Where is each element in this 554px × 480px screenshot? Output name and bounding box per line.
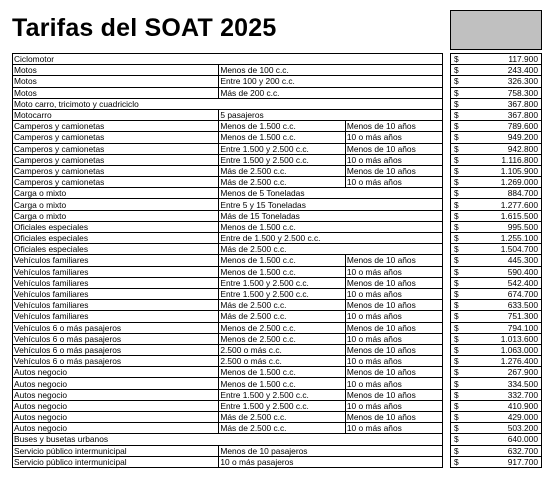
- price-cell: [451, 434, 542, 445]
- vehicle-category: Carga o mixto: [13, 210, 219, 221]
- price-value: 1.013.600: [500, 333, 538, 344]
- table-row: [13, 311, 443, 322]
- vehicle-subcategory: Entre 1.500 y 2.500 c.c.: [219, 288, 345, 299]
- vehicle-age: 10 o más años: [345, 378, 442, 389]
- price-value: 1.063.000: [500, 344, 538, 355]
- price-cell: [451, 188, 542, 199]
- vehicle-category: Buses y busetas urbanos: [13, 434, 443, 445]
- price-value: 632.700: [507, 445, 538, 456]
- vehicle-subcategory: Más de 2.500 c.c.: [219, 177, 345, 188]
- vehicle-category: Vehículos familiares: [13, 277, 219, 288]
- table-row: [13, 255, 443, 266]
- price-row: [451, 199, 542, 210]
- vehicle-category: Motos: [13, 87, 219, 98]
- vehicle-subcategory: Menos de 1.500 c.c.: [219, 221, 443, 232]
- currency-symbol: $: [454, 378, 459, 389]
- currency-symbol: $: [454, 456, 459, 467]
- price-cell: [451, 165, 542, 176]
- price-value: 1.277.600: [500, 199, 538, 210]
- table-row: [13, 356, 443, 367]
- price-cell: [451, 233, 542, 244]
- price-cell: [451, 76, 542, 87]
- price-row: [451, 400, 542, 411]
- price-cell: [451, 109, 542, 120]
- currency-symbol: $: [454, 221, 459, 232]
- price-row: [451, 143, 542, 154]
- price-value: 590.400: [507, 266, 538, 277]
- vehicle-age: 10 o más años: [345, 333, 442, 344]
- price-value: 332.700: [507, 389, 538, 400]
- table-row: [13, 109, 443, 120]
- currency-symbol: $: [454, 344, 459, 355]
- vehicle-category: Oficiales especiales: [13, 244, 219, 255]
- price-row: [451, 221, 542, 232]
- currency-symbol: $: [454, 154, 459, 165]
- vehicle-age: Menos de 10 años: [345, 277, 442, 288]
- tariff-table: [12, 53, 443, 468]
- price-row: [451, 266, 542, 277]
- vehicle-subcategory: Menos de 1.500 c.c.: [219, 378, 345, 389]
- table-row: [13, 121, 443, 132]
- price-row: [451, 445, 542, 456]
- table-row: [13, 378, 443, 389]
- price-row: [451, 255, 542, 266]
- currency-symbol: $: [454, 412, 459, 423]
- price-value: 1.269.000: [500, 177, 538, 188]
- table-row: [13, 143, 443, 154]
- price-cell: [451, 154, 542, 165]
- vehicle-category: Carga o mixto: [13, 188, 219, 199]
- price-cell: [451, 87, 542, 98]
- table-row: [13, 233, 443, 244]
- price-value: 1.276.400: [500, 356, 538, 367]
- price-row: [451, 434, 542, 445]
- price-value: 503.200: [507, 423, 538, 434]
- vehicle-category: Camperos y camionetas: [13, 177, 219, 188]
- vehicle-age: 10 o más años: [345, 177, 442, 188]
- price-cell: [451, 456, 542, 467]
- table-row: [13, 244, 443, 255]
- vehicle-category: Camperos y camionetas: [13, 143, 219, 154]
- table-row: [13, 76, 443, 87]
- vehicle-subcategory: Menos de 2.500 c.c.: [219, 333, 345, 344]
- currency-symbol: $: [454, 389, 459, 400]
- currency-symbol: $: [454, 356, 459, 367]
- vehicle-age: 10 o más años: [345, 423, 442, 434]
- vehicle-subcategory: Menos de 1.500 c.c.: [219, 367, 345, 378]
- table-row: [13, 445, 443, 456]
- price-row: [451, 367, 542, 378]
- vehicle-category: Camperos y camionetas: [13, 132, 219, 143]
- currency-symbol: $: [454, 199, 459, 210]
- price-value: 942.800: [507, 143, 538, 154]
- price-value: 267.900: [507, 367, 538, 378]
- price-value: 674.700: [507, 289, 538, 300]
- vehicle-category: Camperos y camionetas: [13, 165, 219, 176]
- vehicle-category: Vehículos 6 o más pasajeros: [13, 344, 219, 355]
- currency-symbol: $: [454, 434, 459, 445]
- currency-symbol: $: [454, 311, 459, 322]
- price-value: 429.000: [507, 412, 538, 423]
- price-value: 884.700: [507, 188, 538, 199]
- vehicle-subcategory: Entre 1.500 y 2.500 c.c.: [219, 389, 345, 400]
- vehicle-subcategory: Menos de 1.500 c.c.: [219, 255, 345, 266]
- vehicle-subcategory: Entre 100 y 200 c.c.: [219, 76, 443, 87]
- price-row: [451, 210, 542, 221]
- currency-symbol: $: [454, 87, 459, 98]
- vehicle-age: 10 o más años: [345, 311, 442, 322]
- currency-symbol: $: [454, 65, 459, 76]
- table-row: [13, 199, 443, 210]
- price-cell: [451, 132, 542, 143]
- currency-symbol: $: [454, 165, 459, 176]
- vehicle-subcategory: Más de 2.500 c.c.: [219, 423, 345, 434]
- price-value: 367.800: [507, 110, 538, 121]
- vehicle-age: Menos de 10 años: [345, 367, 442, 378]
- vehicle-age: Menos de 10 años: [345, 322, 442, 333]
- table-row: [13, 132, 443, 143]
- vehicle-age: Menos de 10 años: [345, 412, 442, 423]
- vehicle-age: 10 o más años: [345, 154, 442, 165]
- currency-symbol: $: [454, 289, 459, 300]
- price-cell: [451, 277, 542, 288]
- price-value: 789.600: [507, 121, 538, 132]
- vehicle-category: Vehículos familiares: [13, 255, 219, 266]
- price-cell: [451, 344, 542, 355]
- table-row: [13, 333, 443, 344]
- table-row: [13, 221, 443, 232]
- vehicle-category: Autos negocio: [13, 389, 219, 400]
- table-row: [13, 456, 443, 467]
- vehicle-category: Motos: [13, 76, 219, 87]
- price-cell: [451, 221, 542, 232]
- vehicle-age: 10 o más años: [345, 266, 442, 277]
- vehicle-subcategory: Menos de 1.500 c.c.: [219, 132, 345, 143]
- price-value: 751.300: [507, 311, 538, 322]
- currency-symbol: $: [454, 143, 459, 154]
- vehicle-subcategory: Entre 5 y 15 Toneladas: [219, 199, 443, 210]
- table-row: [13, 288, 443, 299]
- table-row: [13, 344, 443, 355]
- table-row: [13, 423, 443, 434]
- price-value: 542.400: [507, 277, 538, 288]
- price-value: 794.100: [507, 322, 538, 333]
- price-cell: [451, 177, 542, 188]
- vehicle-category: Ciclomotor: [13, 54, 443, 65]
- price-row: [451, 177, 542, 188]
- price-cell: [451, 244, 542, 255]
- price-table: [450, 53, 542, 468]
- price-row: [451, 378, 542, 389]
- price-row: [451, 322, 542, 333]
- vehicle-subcategory: Más de 2.500 c.c.: [219, 311, 345, 322]
- price-value: 1.615.500: [500, 210, 538, 221]
- price-cell: [451, 121, 542, 132]
- vehicle-category: Vehículos 6 o más pasajeros: [13, 356, 219, 367]
- table-row: [13, 165, 443, 176]
- price-row: [451, 311, 542, 322]
- price-value: 410.900: [507, 400, 538, 411]
- vehicle-category: Vehículos familiares: [13, 288, 219, 299]
- price-row: [451, 154, 542, 165]
- price-row: [451, 87, 542, 98]
- price-value: 367.800: [507, 98, 538, 109]
- price-value: 117.900: [508, 54, 538, 65]
- price-cell: [451, 412, 542, 423]
- vehicle-subcategory: Menos de 1.500 c.c.: [219, 266, 345, 277]
- vehicle-age: Menos de 10 años: [345, 165, 442, 176]
- price-row: [451, 288, 542, 299]
- table-row: [13, 277, 443, 288]
- price-row: [451, 121, 542, 132]
- vehicle-age: 10 o más años: [345, 356, 442, 367]
- currency-symbol: $: [454, 76, 459, 87]
- price-value: 995.500: [507, 221, 538, 232]
- vehicle-subcategory: Más de 200 c.c.: [219, 87, 443, 98]
- vehicle-category: Autos negocio: [13, 367, 219, 378]
- price-value: 1.116.800: [501, 154, 538, 165]
- currency-symbol: $: [454, 300, 459, 311]
- vehicle-subcategory: Menos de 5 Toneladas: [219, 188, 443, 199]
- vehicle-category: Carga o mixto: [13, 199, 219, 210]
- price-row: [451, 188, 542, 199]
- price-cell: [451, 288, 542, 299]
- vehicle-subcategory: Entre 1.500 y 2.500 c.c.: [219, 154, 345, 165]
- table-row: [13, 65, 443, 76]
- vehicle-category: Camperos y camionetas: [13, 121, 219, 132]
- vehicle-subcategory: Más de 2.500 c.c.: [219, 300, 345, 311]
- vehicle-category: Camperos y camionetas: [13, 154, 219, 165]
- currency-symbol: $: [454, 177, 459, 188]
- currency-symbol: $: [454, 210, 459, 221]
- price-cell: [451, 300, 542, 311]
- vehicle-age: 10 o más años: [345, 132, 442, 143]
- vehicle-category: Autos negocio: [13, 400, 219, 411]
- price-value: 326.300: [507, 76, 538, 87]
- price-cell: [451, 333, 542, 344]
- price-value: 1.255.100: [500, 233, 538, 244]
- price-row: [451, 54, 542, 65]
- price-cell: [451, 356, 542, 367]
- vehicle-subcategory: Entre 1.500 y 2.500 c.c.: [219, 143, 345, 154]
- vehicle-subcategory: Entre 1.500 y 2.500 c.c.: [219, 400, 345, 411]
- currency-symbol: $: [454, 233, 459, 244]
- price-value: 1.504.700: [500, 244, 538, 255]
- price-cell: [451, 400, 542, 411]
- vehicle-subcategory: Más de 2.500 c.c.: [219, 244, 443, 255]
- vehicle-subcategory: 5 pasajeros: [219, 109, 443, 120]
- price-value: 243.400: [507, 65, 538, 76]
- header-gray-box: [450, 10, 542, 50]
- currency-symbol: $: [454, 266, 459, 277]
- table-row: [13, 266, 443, 277]
- vehicle-subcategory: Menos de 1.500 c.c.: [219, 121, 345, 132]
- table-row: [13, 87, 443, 98]
- vehicle-subcategory: 10 o más pasajeros: [219, 456, 443, 467]
- price-value: 917.700: [507, 456, 538, 467]
- page-title: Tarifas del SOAT 2025: [12, 14, 277, 42]
- currency-symbol: $: [454, 367, 459, 378]
- price-cell: [451, 311, 542, 322]
- price-value: 334.500: [507, 378, 538, 389]
- vehicle-subcategory: 2.500 o más c.c.: [219, 356, 345, 367]
- price-row: [451, 333, 542, 344]
- price-row: [451, 277, 542, 288]
- price-row: [451, 165, 542, 176]
- vehicle-category: Moto carro, tricimoto y cuadriciclo: [13, 98, 443, 109]
- vehicle-age: 10 o más años: [345, 400, 442, 411]
- price-value: 640.000: [507, 434, 538, 445]
- price-row: [451, 300, 542, 311]
- price-row: [451, 109, 542, 120]
- price-cell: [451, 199, 542, 210]
- currency-symbol: $: [454, 322, 459, 333]
- vehicle-category: Oficiales especiales: [13, 221, 219, 232]
- price-cell: [451, 445, 542, 456]
- currency-symbol: $: [454, 423, 459, 434]
- price-cell: [451, 378, 542, 389]
- table-row: [13, 434, 443, 445]
- currency-symbol: $: [454, 121, 459, 132]
- price-value: 758.300: [507, 87, 538, 98]
- currency-symbol: $: [454, 445, 459, 456]
- vehicle-category: Autos negocio: [13, 423, 219, 434]
- vehicle-subcategory: Entre 1.500 y 2.500 c.c.: [219, 277, 345, 288]
- vehicle-age: Menos de 10 años: [345, 121, 442, 132]
- vehicle-age: Menos de 10 años: [345, 389, 442, 400]
- table-row: [13, 300, 443, 311]
- currency-symbol: $: [454, 110, 459, 121]
- currency-symbol: $: [454, 400, 459, 411]
- price-cell: [451, 322, 542, 333]
- price-value: 1.105.900: [500, 165, 538, 176]
- vehicle-subcategory: Más de 2.500 c.c.: [219, 165, 345, 176]
- table-row: [13, 322, 443, 333]
- currency-symbol: $: [454, 333, 459, 344]
- table-row: [13, 400, 443, 411]
- price-row: [451, 456, 542, 467]
- currency-symbol: $: [454, 255, 459, 266]
- price-value: 445.300: [507, 255, 538, 266]
- vehicle-category: Autos negocio: [13, 378, 219, 389]
- vehicle-category: Vehículos familiares: [13, 266, 219, 277]
- currency-symbol: $: [454, 277, 459, 288]
- table-row: [13, 98, 443, 109]
- vehicle-age: Menos de 10 años: [345, 255, 442, 266]
- currency-symbol: $: [454, 98, 459, 109]
- vehicle-category: Servicio público intermunicipal: [13, 456, 219, 467]
- currency-symbol: $: [454, 132, 459, 143]
- vehicle-category: Motocarro: [13, 109, 219, 120]
- currency-symbol: $: [454, 188, 459, 199]
- vehicle-subcategory: Más de 2.500 c.c.: [219, 412, 345, 423]
- vehicle-subcategory: Entre de 1.500 y 2.500 c.c.: [219, 233, 443, 244]
- price-row: [451, 412, 542, 423]
- vehicle-age: Menos de 10 años: [345, 143, 442, 154]
- price-cell: [451, 98, 542, 109]
- currency-symbol: $: [454, 54, 459, 65]
- price-row: [451, 132, 542, 143]
- vehicle-category: Vehículos 6 o más pasajeros: [13, 322, 219, 333]
- price-row: [451, 98, 542, 109]
- vehicle-subcategory: 2.500 o más c.c.: [219, 344, 345, 355]
- price-cell: [451, 65, 542, 76]
- vehicle-category: Oficiales especiales: [13, 233, 219, 244]
- price-cell: [451, 266, 542, 277]
- vehicle-age: Menos de 10 años: [345, 344, 442, 355]
- table-row: [13, 210, 443, 221]
- vehicle-subcategory: Menos de 100 c.c.: [219, 65, 443, 76]
- vehicle-category: Servicio público intermunicipal: [13, 445, 219, 456]
- vehicle-age: 10 o más años: [345, 288, 442, 299]
- vehicle-subcategory: Menos de 2.500 c.c.: [219, 322, 345, 333]
- price-cell: [451, 255, 542, 266]
- price-row: [451, 423, 542, 434]
- price-row: [451, 76, 542, 87]
- price-row: [451, 389, 542, 400]
- table-row: [13, 177, 443, 188]
- currency-symbol: $: [454, 244, 459, 255]
- price-row: [451, 233, 542, 244]
- price-row: [451, 244, 542, 255]
- vehicle-category: Vehículos familiares: [13, 300, 219, 311]
- price-cell: [451, 143, 542, 154]
- price-cell: [451, 389, 542, 400]
- price-cell: [451, 367, 542, 378]
- price-row: [451, 356, 542, 367]
- price-value: 949.200: [507, 132, 538, 143]
- vehicle-subcategory: Menos de 10 pasajeros: [219, 445, 443, 456]
- vehicle-category: Motos: [13, 65, 219, 76]
- table-row: [13, 54, 443, 65]
- vehicle-category: Vehículos 6 o más pasajeros: [13, 333, 219, 344]
- table-row: [13, 367, 443, 378]
- vehicle-category: Autos negocio: [13, 412, 219, 423]
- vehicle-age: Menos de 10 años: [345, 300, 442, 311]
- price-cell: [451, 210, 542, 221]
- table-row: [13, 154, 443, 165]
- price-value: 633.500: [507, 300, 538, 311]
- vehicle-category: Vehículos familiares: [13, 311, 219, 322]
- price-cell: [451, 54, 542, 65]
- table-row: [13, 389, 443, 400]
- table-row: [13, 412, 443, 423]
- vehicle-subcategory: Más de 15 Toneladas: [219, 210, 443, 221]
- price-cell: [451, 423, 542, 434]
- price-row: [451, 65, 542, 76]
- price-row: [451, 344, 542, 355]
- table-row: [13, 188, 443, 199]
